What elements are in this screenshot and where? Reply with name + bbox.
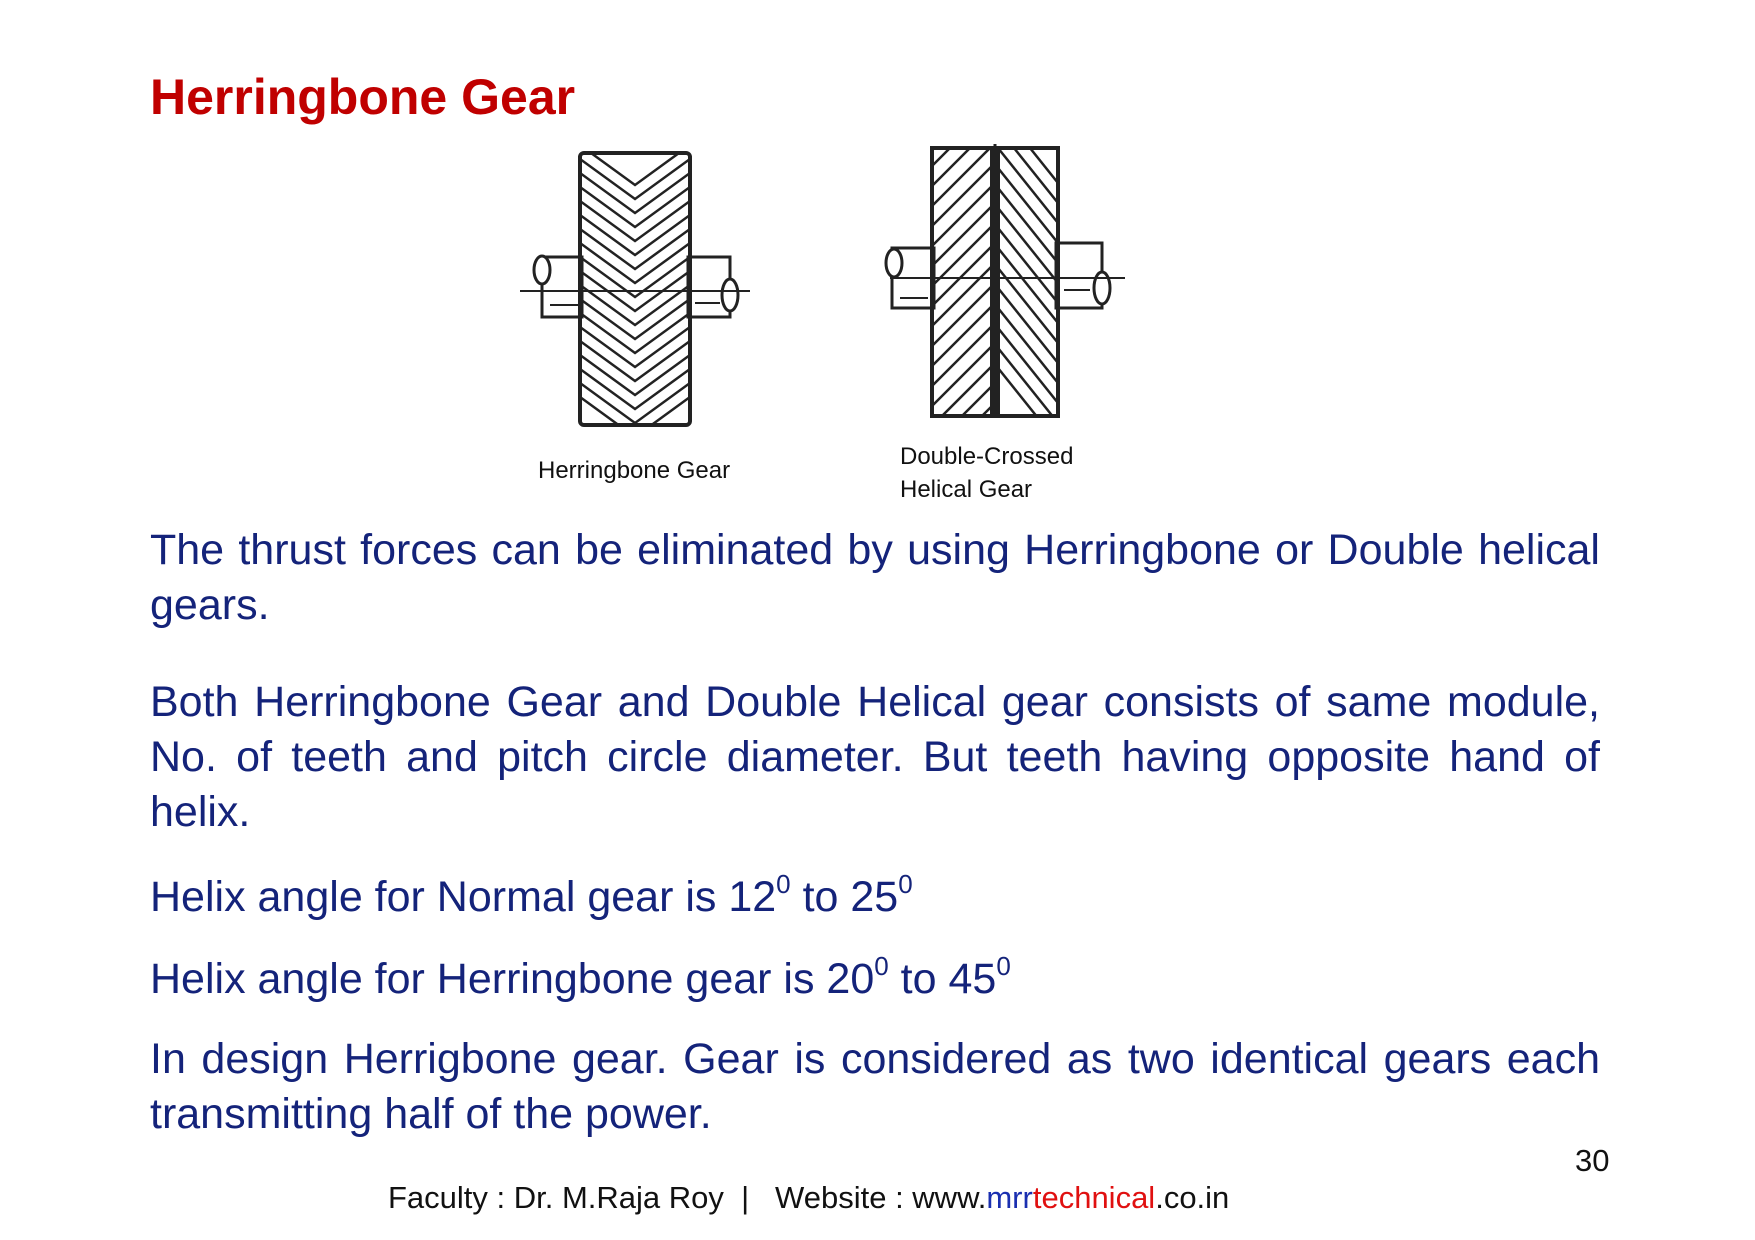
double-helical-caption-line1: Double-Crossed (900, 443, 1074, 470)
footer (388, 1180, 1229, 1216)
page-number: 30 (1575, 1143, 1610, 1178)
paragraph-normal-helix-angle (150, 870, 1600, 925)
herringbone-caption: Herringbone Gear (538, 457, 731, 484)
paragraph-gear-comparison: Both Herringbone Gear and Double Helical gear consists of same module, No. of teeth and pitch circle diameter. But teeth having opposite hand of helix. (150, 678, 1600, 836)
degree-superscript: 0 (898, 869, 913, 899)
degree-superscript: 0 (776, 869, 791, 899)
paragraph-thrust-forces: The thrust forces can be eliminated by using Herringbone or Double helical gears. (150, 526, 1600, 629)
herringbone-helix-text-mid: to 45 (888, 955, 997, 1003)
double-helical-caption-line2: Helical Gear (900, 476, 1033, 503)
normal-helix-text-mid: to 25 (790, 873, 899, 921)
footer-site-domain[interactable]: .co.in (1155, 1180, 1230, 1215)
slide-title: Herringbone Gear (150, 69, 576, 125)
footer-faculty: Faculty : Dr. M.Raja Roy | Website : www. (388, 1180, 987, 1215)
normal-helix-text: Helix angle for Normal gear is 12 (150, 873, 777, 921)
herringbone-helix-text: Helix angle for Herringbone gear is 20 (150, 955, 875, 1003)
footer-site-mrr[interactable]: mrr (986, 1180, 1033, 1215)
degree-superscript: 0 (874, 951, 889, 981)
double-helical-gear-drawing (880, 138, 1125, 423)
herringbone-gear-drawing (520, 145, 750, 435)
paragraph-herringbone-helix-angle (150, 952, 1600, 1007)
paragraph-design-note: In design Herrigbone gear. Gear is considered as two identical gears each transmitting half of the power. (150, 1035, 1600, 1138)
footer-site-technical[interactable]: technical (1032, 1180, 1156, 1215)
degree-superscript: 0 (996, 951, 1011, 981)
